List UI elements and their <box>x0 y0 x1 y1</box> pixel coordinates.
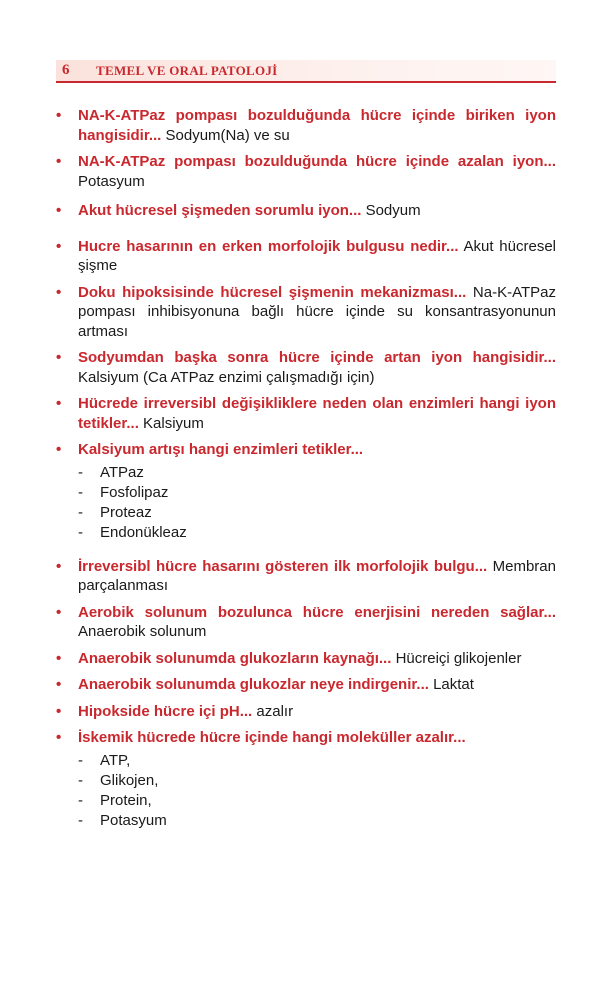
answer-text: Sodyum(Na) ve su <box>161 126 290 144</box>
bullet-icon: • <box>56 153 62 170</box>
question-text: Anaerobik solunumda glukozlar neye indirgenir... <box>78 676 429 693</box>
list-item <box>56 283 556 342</box>
bullet-icon: • <box>56 702 62 720</box>
bullet-icon: • <box>56 649 62 667</box>
question-text: Sodyumdan başka sonra hücre içinde artan iyon hangisidir... <box>78 349 556 366</box>
list-item <box>56 152 556 191</box>
list-item <box>56 201 556 221</box>
list-item <box>56 603 556 642</box>
question-text: Akut hücresel şişmeden sorumlu iyon... <box>78 202 362 219</box>
sub-list <box>78 751 556 831</box>
sub-item-text: Glikojen, <box>100 771 159 789</box>
question-text: İskemik hücrede hücre içinde hangi moleküller azalır... <box>78 729 466 746</box>
sub-list <box>78 463 556 543</box>
answer-text: Potasyum <box>78 172 145 190</box>
sub-item-text: Protein, <box>100 791 152 809</box>
bullet-icon: • <box>56 283 62 301</box>
sub-list-item: - Glikojen, <box>78 771 159 789</box>
answer-text: Kalsiyum <box>138 414 204 432</box>
book-title: TEMEL VE ORAL PATOLOJİ <box>96 62 278 78</box>
question-text: Doku hipoksisinde hücresel şişmenin mekanizması... <box>78 283 467 301</box>
page-number: 6 <box>62 62 70 78</box>
sub-list-item: - Proteaz <box>78 503 152 521</box>
sub-item-text: Endonükleaz <box>100 523 187 541</box>
bullet-icon: • <box>56 349 62 366</box>
bullet-icon: • <box>56 441 62 458</box>
bullet-icon: • <box>56 395 62 412</box>
sub-list-item: - ATPaz <box>78 463 144 481</box>
question-text: Aerobik solunum bozulunca hücre enerjisini nereden sağlar... <box>78 603 556 621</box>
sub-list-item: - Endonükleaz <box>78 523 187 541</box>
sub-item-text: ATP, <box>100 751 131 769</box>
list-item <box>56 649 556 669</box>
bullet-icon: • <box>56 237 62 255</box>
question-text: NA-K-ATPaz pompası bozulduğunda hücre içinde azalan iyon... <box>78 153 556 170</box>
question-text: Kalsiyum artışı hangi enzimleri tetikler... <box>78 441 364 458</box>
list-item <box>56 557 556 596</box>
answer-text: azalır <box>252 702 294 720</box>
list-item <box>56 394 556 433</box>
list-item <box>56 440 556 543</box>
sub-item-text: Proteaz <box>100 503 152 521</box>
list-item <box>56 348 556 387</box>
answer-text: Na-K-ATPaz pompası inhibisyonuna bağlı hücre içinde su konsantrasyonunun artması <box>78 283 556 340</box>
sub-item-text: ATPaz <box>100 463 144 481</box>
bullet-icon: • <box>56 557 62 575</box>
list-item <box>56 237 556 276</box>
sub-item-text: Fosfolipaz <box>100 483 169 501</box>
answer-text: Anaerobik solunum <box>78 623 207 640</box>
answer-text: Hücreiçi glikojenler <box>391 649 522 667</box>
list-item <box>56 106 556 145</box>
qa-list <box>56 106 556 831</box>
list-item <box>56 675 556 695</box>
bullet-icon: • <box>56 107 62 124</box>
answer-text: Akut hücresel şişme <box>78 237 556 274</box>
list-item <box>56 728 556 831</box>
bullet-icon: • <box>56 202 62 219</box>
answer-text: Membran parçalanması <box>78 557 556 594</box>
sub-list-item: - ATP, <box>78 751 131 769</box>
question-text: NA-K-ATPaz pompası bozulduğunda hücre içinde biriken iyon hangisidir... <box>78 107 556 144</box>
question-text: İrreversibl hücre hasarını gösteren ilk morfolojik bulgu... <box>78 557 488 575</box>
sub-list-item: - Potasyum <box>78 811 167 829</box>
answer-text: Kalsiyum (Ca ATPaz enzimi çalışmadığı için) <box>78 368 375 386</box>
list-item <box>56 702 556 722</box>
sub-list-item: - Fosfolipaz <box>78 483 169 501</box>
page-header <box>56 60 556 83</box>
bullet-icon: • <box>56 676 62 693</box>
question-text: Hucre hasarının en erken morfolojik bulgusu nedir... <box>78 237 459 255</box>
question-text: Hipokside hücre içi pH... <box>78 702 253 720</box>
sub-item-text: Potasyum <box>100 811 167 829</box>
answer-text: Laktat <box>428 676 474 693</box>
bullet-icon: • <box>56 603 62 621</box>
answer-text: Sodyum <box>361 202 421 219</box>
question-text: Anaerobik solunumda glukozların kaynağı... <box>78 649 392 667</box>
bullet-icon: • <box>56 729 62 746</box>
question-text: Hücrede irreversibl değişikliklere neden olan enzimleri hangi iyon tetikler... <box>78 395 556 432</box>
sub-list-item: - Protein, <box>78 791 152 809</box>
